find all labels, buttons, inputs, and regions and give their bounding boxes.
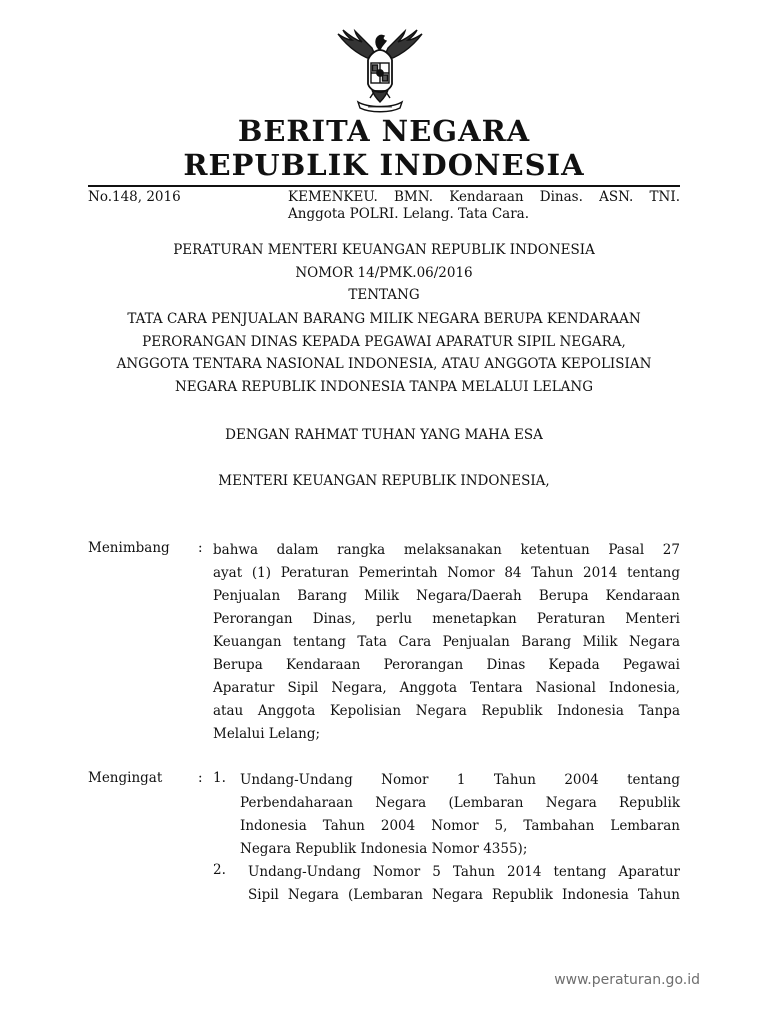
menimbang-line: Berupa Kendaraan Perorangan Dinas Kepada Pegawai: [213, 657, 680, 673]
menimbang-colon: :: [198, 540, 203, 556]
subject-line: ANGGOTA TENTARA NASIONAL INDONESIA, ATAU ANGGOTA KEPOLISIAN: [116, 356, 652, 372]
menimbang-line: bahwa dalam rangka melaksanakan ketentuan Pasal 27: [213, 542, 680, 558]
menimbang-line: atau Anggota Kepolisian Negara Republik Indonesia Tanpa: [213, 703, 680, 719]
masthead-title-line2: REPUBLIK INDONESIA: [183, 148, 585, 182]
masthead-title-line1: BERITA NEGARA: [237, 114, 531, 148]
gazette-keywords: KEMENKEU. BMN. Kendaraan Dinas. ASN. TNI. Anggota POLRI. Lelang. Tata Cara.: [288, 189, 680, 222]
mengingat-line: Perbendaharaan Negara (Lembaran Negara Republik: [240, 795, 680, 811]
regulation-subject: [88, 308, 680, 398]
footer-website: www.peraturan.go.id: [554, 972, 700, 988]
mengingat-label: Mengingat: [88, 770, 163, 786]
menimbang-line: Aparatur Sipil Negara, Anggota Tentara Nasional Indonesia,: [213, 680, 680, 696]
garuda-emblem-icon: [334, 28, 426, 114]
regulation-number: NOMOR 14/PMK.06/2016: [295, 264, 473, 281]
mengingat-line: Negara Republik Indonesia Nomor 4355);: [240, 841, 528, 857]
regulation-issuer: PERATURAN MENTERI KEUANGAN REPUBLIK INDONESIA: [173, 242, 595, 258]
menimbang-text: [213, 539, 680, 746]
subject-line: TATA CARA PENJUALAN BARANG MILIK NEGARA BERUPA KENDARAAN: [127, 311, 641, 327]
gazette-number: No.148, 2016: [88, 189, 181, 205]
masthead-divider: [88, 185, 680, 187]
mengingat-line: Undang-Undang Nomor 5 Tahun 2014 tentang Aparatur: [248, 864, 680, 880]
invocation: DENGAN RAHMAT TUHAN YANG MAHA ESA: [225, 427, 543, 443]
subject-line: NEGARA REPUBLIK INDONESIA TANPA MELALUI LELANG: [174, 378, 594, 395]
mengingat-item-1: [240, 769, 680, 861]
regulation-header: [88, 239, 680, 307]
menimbang-line: Penjualan Barang Milik Negara/Daerah Berupa Kendaraan: [213, 588, 680, 604]
menimbang-line: Perorangan Dinas, perlu menetapkan Peraturan Menteri: [213, 611, 680, 627]
mengingat-line: Sipil Negara (Lembaran Negara Republik Indonesia Tahun: [248, 887, 680, 903]
mengingat-item-2: [248, 861, 680, 907]
regulation-about: TENTANG: [348, 287, 420, 303]
mengingat-item-number: 2.: [213, 862, 226, 878]
mengingat-colon: :: [198, 770, 203, 786]
menimbang-line: Melalui Lelang;: [213, 726, 321, 742]
menimbang-label: Menimbang: [88, 540, 170, 556]
menimbang-line: ayat (1) Peraturan Pemerintah Nomor 84 Tahun 2014 tentang: [213, 565, 680, 581]
mengingat-line: Undang-Undang Nomor 1 Tahun 2004 tentang: [240, 772, 680, 788]
subject-line: PERORANGAN DINAS KEPADA PEGAWAI APARATUR SIPIL NEGARA,: [142, 333, 626, 350]
mengingat-line: Indonesia Tahun 2004 Nomor 5, Tambahan Lembaran: [240, 818, 680, 834]
enactor: MENTERI KEUANGAN REPUBLIK INDONESIA,: [218, 473, 550, 489]
mengingat-item-number: 1.: [213, 770, 226, 786]
menimbang-line: Keuangan tentang Tata Cara Penjualan Barang Milik Negara: [213, 634, 680, 650]
